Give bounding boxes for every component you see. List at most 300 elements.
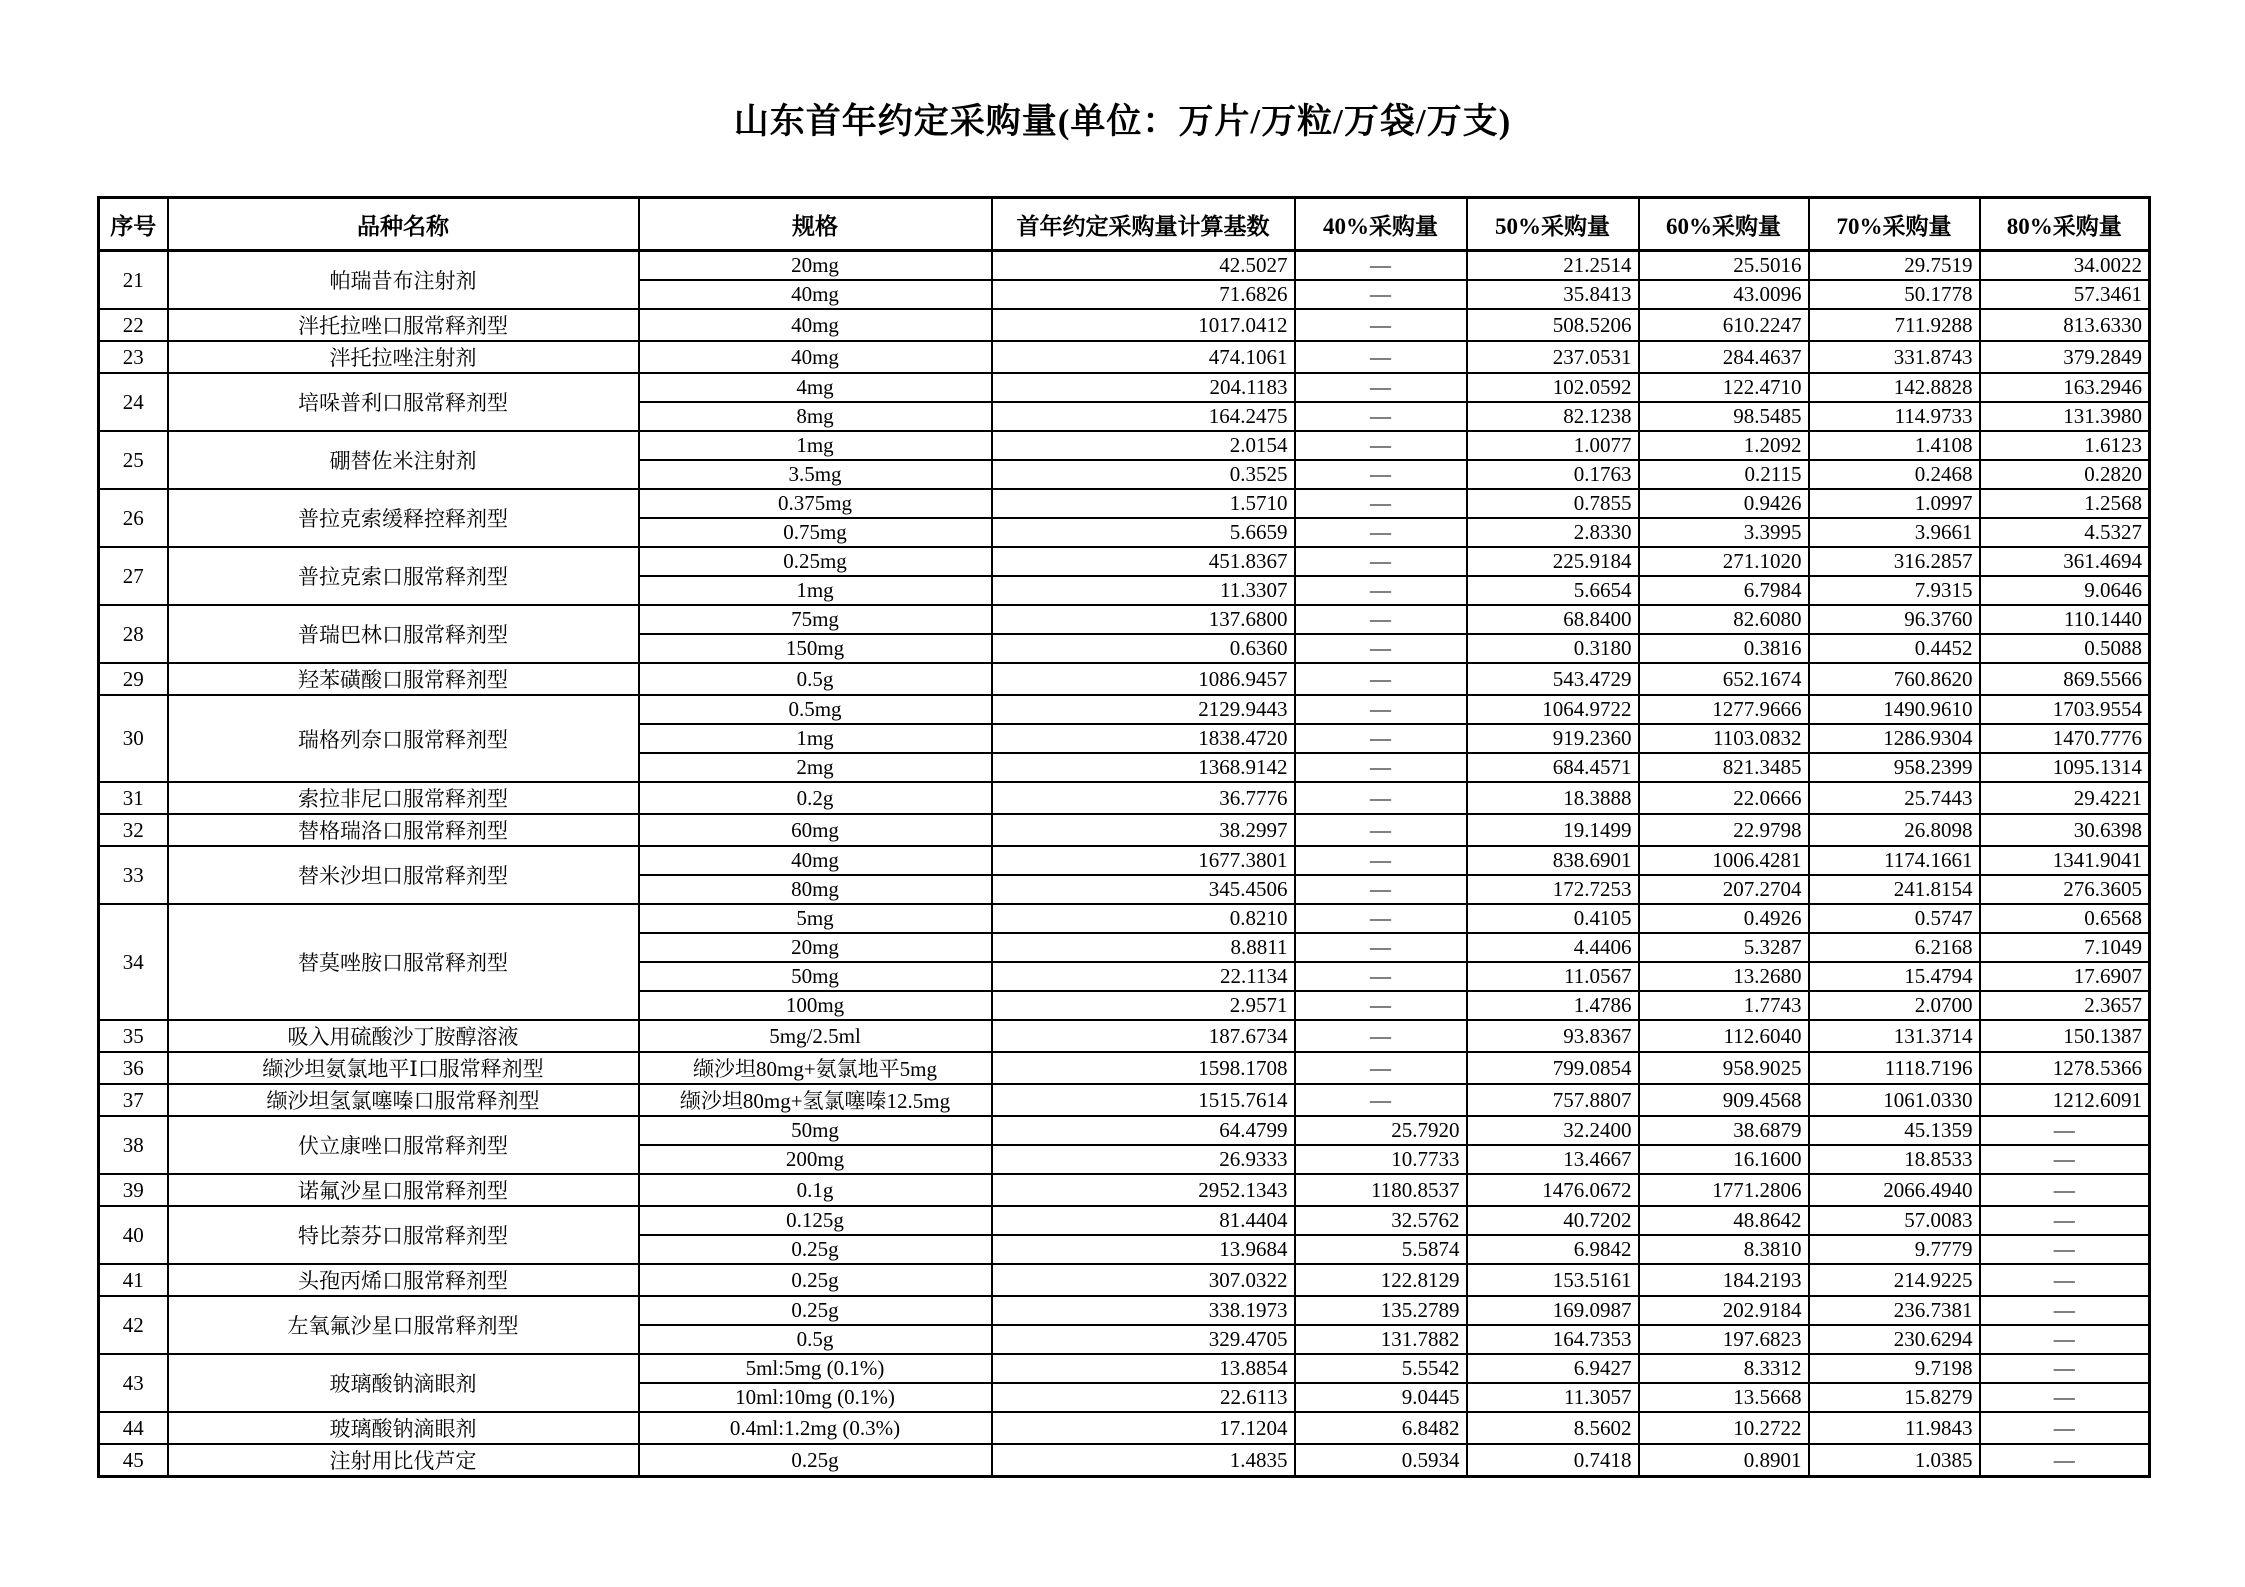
pct70-cell: 18.8533 [1809,1145,1980,1174]
table-row [99,373,2150,402]
pct50-cell: 508.5206 [1467,309,1639,341]
pct50-cell: 153.5161 [1467,1264,1639,1296]
spec-cell: 5mg/2.5ml [639,1020,992,1052]
seq-cell: 23 [99,341,168,373]
pct80-cell: — [1980,1145,2150,1174]
pct70-cell: 15.4794 [1809,962,1980,991]
pct50-cell: 172.7253 [1467,875,1639,904]
pct80-cell: 57.3461 [1980,280,2150,309]
pct40-cell: — [1295,1052,1467,1084]
pct50-cell: 684.4571 [1467,753,1639,782]
table-row [99,1052,2150,1084]
base-cell: 81.4404 [992,1206,1295,1235]
table-header [99,198,2150,251]
pct40-cell: — [1295,962,1467,991]
col-header-product-name: 品种名称 [168,198,639,251]
table-row [99,814,2150,846]
pct50-cell: 11.0567 [1467,962,1639,991]
pct60-cell: 22.0666 [1639,782,1809,814]
pct60-cell: 184.2193 [1639,1264,1809,1296]
spec-cell: 8mg [639,402,992,431]
pct70-cell: 331.8743 [1809,341,1980,373]
name-cell: 诺氟沙星口服常释剂型 [168,1174,639,1206]
spec-cell: 0.25mg [639,547,992,576]
seq-cell: 36 [99,1052,168,1084]
seq-cell: 31 [99,782,168,814]
name-cell: 玻璃酸钠滴眼剂 [168,1354,639,1412]
col-header-pct70: 70%采购量 [1809,198,1980,251]
pct60-cell: 0.3816 [1639,634,1809,663]
pct40-cell: — [1295,605,1467,634]
pct60-cell: 0.2115 [1639,460,1809,489]
pct60-cell: 10.2722 [1639,1412,1809,1444]
table-row [99,1084,2150,1116]
spec-cell: 75mg [639,605,992,634]
pct80-cell: 7.1049 [1980,933,2150,962]
spec-cell: 100mg [639,991,992,1020]
spec-cell: 4mg [639,373,992,402]
spec-cell: 40mg [639,309,992,341]
pct70-cell: 9.7198 [1809,1354,1980,1383]
pct70-cell: 15.8279 [1809,1383,1980,1412]
spec-cell: 20mg [639,251,992,281]
base-cell: 42.5027 [992,251,1295,281]
spec-cell: 0.1g [639,1174,992,1206]
spec-cell: 40mg [639,280,992,309]
name-cell: 培哚普利口服常释剂型 [168,373,639,431]
name-cell: 硼替佐米注射剂 [168,431,639,489]
spec-cell: 缬沙坦80mg+氢氯噻嗪12.5mg [639,1084,992,1116]
pct80-cell: 1341.9041 [1980,846,2150,875]
name-cell: 伏立康唑口服常释剂型 [168,1116,639,1174]
pct80-cell: 30.6398 [1980,814,2150,846]
base-cell: 345.4506 [992,875,1295,904]
pct80-cell: 9.0646 [1980,576,2150,605]
spec-cell: 0.125g [639,1206,992,1235]
pct80-cell: 1212.6091 [1980,1084,2150,1116]
pct60-cell: 1.2092 [1639,431,1809,460]
seq-cell: 32 [99,814,168,846]
pct60-cell: 6.7984 [1639,576,1809,605]
pct60-cell: 1277.9666 [1639,695,1809,724]
pct40-cell: — [1295,431,1467,460]
name-cell: 缬沙坦氨氯地平Ⅰ口服常释剂型 [168,1052,639,1084]
name-cell: 索拉非尼口服常释剂型 [168,782,639,814]
base-cell: 0.6360 [992,634,1295,663]
base-cell: 187.6734 [992,1020,1295,1052]
pct80-cell: 1.2568 [1980,489,2150,518]
pct50-cell: 0.1763 [1467,460,1639,489]
pct80-cell: 4.5327 [1980,518,2150,547]
pct80-cell: 17.6907 [1980,962,2150,991]
base-cell: 451.8367 [992,547,1295,576]
base-cell: 2129.9443 [992,695,1295,724]
pct40-cell: — [1295,991,1467,1020]
spec-cell: 0.25g [639,1264,992,1296]
pct70-cell: 214.9225 [1809,1264,1980,1296]
pct50-cell: 237.0531 [1467,341,1639,373]
base-cell: 22.1134 [992,962,1295,991]
pct80-cell: — [1980,1325,2150,1354]
table-row [99,663,2150,695]
spec-cell: 50mg [639,1116,992,1145]
seq-cell: 37 [99,1084,168,1116]
pct80-cell: 0.6568 [1980,904,2150,933]
pct80-cell: 361.4694 [1980,547,2150,576]
base-cell: 64.4799 [992,1116,1295,1145]
spec-cell: 40mg [639,341,992,373]
pct40-cell: — [1295,933,1467,962]
base-cell: 1.4835 [992,1444,1295,1477]
col-header-base: 首年约定采购量计算基数 [992,198,1295,251]
name-cell: 玻璃酸钠滴眼剂 [168,1412,639,1444]
base-cell: 1086.9457 [992,663,1295,695]
name-cell: 吸入用硫酸沙丁胺醇溶液 [168,1020,639,1052]
pct40-cell: — [1295,402,1467,431]
table-row [99,309,2150,341]
col-header-spec: 规格 [639,198,992,251]
seq-cell: 43 [99,1354,168,1412]
table-row [99,547,2150,576]
pct40-cell: — [1295,663,1467,695]
spec-cell: 0.75mg [639,518,992,547]
base-cell: 2952.1343 [992,1174,1295,1206]
seq-cell: 21 [99,251,168,310]
seq-cell: 28 [99,605,168,663]
spec-cell: 0.5mg [639,695,992,724]
pct40-cell: — [1295,634,1467,663]
pct70-cell: 236.7381 [1809,1296,1980,1325]
pct70-cell: 3.9661 [1809,518,1980,547]
pct50-cell: 13.4667 [1467,1145,1639,1174]
pct70-cell: 57.0083 [1809,1206,1980,1235]
pct40-cell: — [1295,251,1467,281]
pct80-cell: — [1980,1412,2150,1444]
seq-cell: 38 [99,1116,168,1174]
pct40-cell: — [1295,518,1467,547]
spec-cell: 3.5mg [639,460,992,489]
pct50-cell: 40.7202 [1467,1206,1639,1235]
spec-cell: 80mg [639,875,992,904]
pct70-cell: 50.1778 [1809,280,1980,309]
base-cell: 13.9684 [992,1235,1295,1264]
seq-cell: 25 [99,431,168,489]
name-cell: 头孢丙烯口服常释剂型 [168,1264,639,1296]
name-cell: 瑞格列奈口服常释剂型 [168,695,639,782]
seq-cell: 42 [99,1296,168,1354]
pct40-cell: 25.7920 [1295,1116,1467,1145]
pct60-cell: 0.8901 [1639,1444,1809,1477]
pct80-cell: — [1980,1206,2150,1235]
spec-cell: 0.5g [639,1325,992,1354]
base-cell: 5.6659 [992,518,1295,547]
pct40-cell: — [1295,753,1467,782]
pct50-cell: 1.4786 [1467,991,1639,1020]
spec-cell: 200mg [639,1145,992,1174]
table-row [99,1354,2150,1383]
spec-cell: 1mg [639,724,992,753]
pct50-cell: 32.2400 [1467,1116,1639,1145]
pct60-cell: 1.7743 [1639,991,1809,1020]
name-cell: 普拉克索缓释控释剂型 [168,489,639,547]
name-cell: 泮托拉唑口服常释剂型 [168,309,639,341]
base-cell: 1838.4720 [992,724,1295,753]
spec-cell: 0.5g [639,663,992,695]
pct40-cell: — [1295,373,1467,402]
pct80-cell: 1.6123 [1980,431,2150,460]
pct60-cell: 1771.2806 [1639,1174,1809,1206]
pct60-cell: 284.4637 [1639,341,1809,373]
pct70-cell: 0.2468 [1809,460,1980,489]
base-cell: 1677.3801 [992,846,1295,875]
pct60-cell: 22.9798 [1639,814,1809,846]
pct80-cell: 2.3657 [1980,991,2150,1020]
pct70-cell: 1174.1661 [1809,846,1980,875]
pct80-cell: 1095.1314 [1980,753,2150,782]
pct60-cell: 202.9184 [1639,1296,1809,1325]
base-cell: 1.5710 [992,489,1295,518]
pct60-cell: 43.0096 [1639,280,1809,309]
pct60-cell: 13.2680 [1639,962,1809,991]
page-title: 山东首年约定采购量(单位：万片/万粒/万袋/万支) [733,102,1512,141]
spec-cell: 0.25g [639,1235,992,1264]
pct40-cell: — [1295,1020,1467,1052]
pct80-cell: 163.2946 [1980,373,2150,402]
pct80-cell: — [1980,1354,2150,1383]
pct80-cell: 1278.5366 [1980,1052,2150,1084]
pct80-cell: — [1980,1296,2150,1325]
pct60-cell: 652.1674 [1639,663,1809,695]
base-cell: 36.7776 [992,782,1295,814]
pct80-cell: 869.5566 [1980,663,2150,695]
pct60-cell: 8.3312 [1639,1354,1809,1383]
base-cell: 2.9571 [992,991,1295,1020]
pct60-cell: 8.3810 [1639,1235,1809,1264]
base-cell: 0.3525 [992,460,1295,489]
base-cell: 1515.7614 [992,1084,1295,1116]
pct70-cell: 2.0700 [1809,991,1980,1020]
pct50-cell: 164.7353 [1467,1325,1639,1354]
spec-cell: 20mg [639,933,992,962]
pct50-cell: 0.3180 [1467,634,1639,663]
spec-cell: 5mg [639,904,992,933]
spec-cell: 60mg [639,814,992,846]
table-row [99,1116,2150,1145]
pct70-cell: 241.8154 [1809,875,1980,904]
name-cell: 普瑞巴林口服常释剂型 [168,605,639,663]
pct40-cell: — [1295,309,1467,341]
pct60-cell: 821.3485 [1639,753,1809,782]
seq-cell: 33 [99,846,168,904]
base-cell: 204.1183 [992,373,1295,402]
table-row [99,1206,2150,1235]
pct80-cell: 131.3980 [1980,402,2150,431]
pct50-cell: 35.8413 [1467,280,1639,309]
base-cell: 338.1973 [992,1296,1295,1325]
pct80-cell: 34.0022 [1980,251,2150,281]
pct40-cell: 0.5934 [1295,1444,1467,1477]
pct40-cell: 1180.8537 [1295,1174,1467,1206]
pct40-cell: — [1295,547,1467,576]
spec-cell: 0.2g [639,782,992,814]
base-cell: 474.1061 [992,341,1295,373]
base-cell: 1017.0412 [992,309,1295,341]
col-header-pct80: 80%采购量 [1980,198,2150,251]
pct40-cell: — [1295,576,1467,605]
pct70-cell: 114.9733 [1809,402,1980,431]
pct40-cell: 6.8482 [1295,1412,1467,1444]
pct70-cell: 1286.9304 [1809,724,1980,753]
pct40-cell: — [1295,489,1467,518]
pct40-cell: — [1295,875,1467,904]
name-cell: 替莫唑胺口服常释剂型 [168,904,639,1020]
table-body [99,251,2150,1477]
pct50-cell: 5.6654 [1467,576,1639,605]
pct40-cell: 135.2789 [1295,1296,1467,1325]
spec-cell: 40mg [639,846,992,875]
pct70-cell: 1.0997 [1809,489,1980,518]
pct40-cell: 32.5762 [1295,1206,1467,1235]
pct70-cell: 316.2857 [1809,547,1980,576]
pct70-cell: 1.0385 [1809,1444,1980,1477]
table-row [99,489,2150,518]
table-row [99,782,2150,814]
col-header-seq: 序号 [99,198,168,251]
pct80-cell: — [1980,1174,2150,1206]
pct70-cell: 7.9315 [1809,576,1980,605]
spec-cell: 1mg [639,576,992,605]
pct80-cell: 1470.7776 [1980,724,2150,753]
base-cell: 8.8811 [992,933,1295,962]
name-cell: 普拉克索口服常释剂型 [168,547,639,605]
pct80-cell: — [1980,1264,2150,1296]
pct60-cell: 112.6040 [1639,1020,1809,1052]
pct50-cell: 225.9184 [1467,547,1639,576]
base-cell: 38.2997 [992,814,1295,846]
pct50-cell: 1.0077 [1467,431,1639,460]
pct60-cell: 5.3287 [1639,933,1809,962]
name-cell: 替格瑞洛口服常释剂型 [168,814,639,846]
pct60-cell: 958.9025 [1639,1052,1809,1084]
pct70-cell: 25.7443 [1809,782,1980,814]
pct80-cell: 1703.9554 [1980,695,2150,724]
pct50-cell: 2.8330 [1467,518,1639,547]
table-row [99,695,2150,724]
pct60-cell: 16.1600 [1639,1145,1809,1174]
pct70-cell: 45.1359 [1809,1116,1980,1145]
pct50-cell: 757.8807 [1467,1084,1639,1116]
pct40-cell: — [1295,782,1467,814]
pct80-cell: — [1980,1235,2150,1264]
pct70-cell: 1118.7196 [1809,1052,1980,1084]
name-cell: 羟苯磺酸口服常释剂型 [168,663,639,695]
pct60-cell: 122.4710 [1639,373,1809,402]
pct40-cell: 9.0445 [1295,1383,1467,1412]
seq-cell: 24 [99,373,168,431]
name-cell: 特比萘芬口服常释剂型 [168,1206,639,1264]
pct80-cell: — [1980,1383,2150,1412]
pct70-cell: 142.8828 [1809,373,1980,402]
seq-cell: 45 [99,1444,168,1477]
table-row [99,251,2150,281]
pct60-cell: 610.2247 [1639,309,1809,341]
header-row [99,198,2150,251]
base-cell: 307.0322 [992,1264,1295,1296]
pct80-cell: 813.6330 [1980,309,2150,341]
seq-cell: 27 [99,547,168,605]
table-row [99,431,2150,460]
pct60-cell: 1103.0832 [1639,724,1809,753]
seq-cell: 39 [99,1174,168,1206]
pct60-cell: 271.1020 [1639,547,1809,576]
table-row [99,1412,2150,1444]
pct70-cell: 0.5747 [1809,904,1980,933]
pct40-cell: — [1295,695,1467,724]
pct50-cell: 919.2360 [1467,724,1639,753]
pct70-cell: 29.7519 [1809,251,1980,281]
pct50-cell: 1476.0672 [1467,1174,1639,1206]
base-cell: 26.9333 [992,1145,1295,1174]
pct50-cell: 0.7418 [1467,1444,1639,1477]
table-row [99,1264,2150,1296]
seq-cell: 30 [99,695,168,782]
table-row [99,846,2150,875]
pct70-cell: 711.9288 [1809,309,1980,341]
pct80-cell: — [1980,1444,2150,1477]
pct70-cell: 96.3760 [1809,605,1980,634]
base-cell: 1598.1708 [992,1052,1295,1084]
pct50-cell: 93.8367 [1467,1020,1639,1052]
base-cell: 22.6113 [992,1383,1295,1412]
pct80-cell: 110.1440 [1980,605,2150,634]
pct70-cell: 1490.9610 [1809,695,1980,724]
seq-cell: 29 [99,663,168,695]
pct40-cell: 131.7882 [1295,1325,1467,1354]
pct50-cell: 1064.9722 [1467,695,1639,724]
pct40-cell: — [1295,460,1467,489]
pct60-cell: 82.6080 [1639,605,1809,634]
pct80-cell: 379.2849 [1980,341,2150,373]
pct40-cell: — [1295,724,1467,753]
base-cell: 13.8854 [992,1354,1295,1383]
spec-cell: 0.4ml:1.2mg (0.3%) [639,1412,992,1444]
pct80-cell: 276.3605 [1980,875,2150,904]
pct40-cell: — [1295,1084,1467,1116]
pct50-cell: 799.0854 [1467,1052,1639,1084]
spec-cell: 50mg [639,962,992,991]
base-cell: 0.8210 [992,904,1295,933]
name-cell: 缬沙坦氢氯噻嗪口服常释剂型 [168,1084,639,1116]
pct70-cell: 2066.4940 [1809,1174,1980,1206]
pct40-cell: 5.5874 [1295,1235,1467,1264]
col-header-pct50: 50%采购量 [1467,198,1639,251]
pct40-cell: — [1295,814,1467,846]
pct50-cell: 838.6901 [1467,846,1639,875]
base-cell: 329.4705 [992,1325,1295,1354]
table-row [99,904,2150,933]
name-cell: 左氧氟沙星口服常释剂型 [168,1296,639,1354]
seq-cell: 40 [99,1206,168,1264]
pct70-cell: 1.4108 [1809,431,1980,460]
base-cell: 1368.9142 [992,753,1295,782]
seq-cell: 34 [99,904,168,1020]
spec-cell: 5ml:5mg (0.1%) [639,1354,992,1383]
table-row [99,1296,2150,1325]
pct50-cell: 19.1499 [1467,814,1639,846]
table-row [99,1174,2150,1206]
col-header-pct40: 40%采购量 [1295,198,1467,251]
pct50-cell: 543.4729 [1467,663,1639,695]
